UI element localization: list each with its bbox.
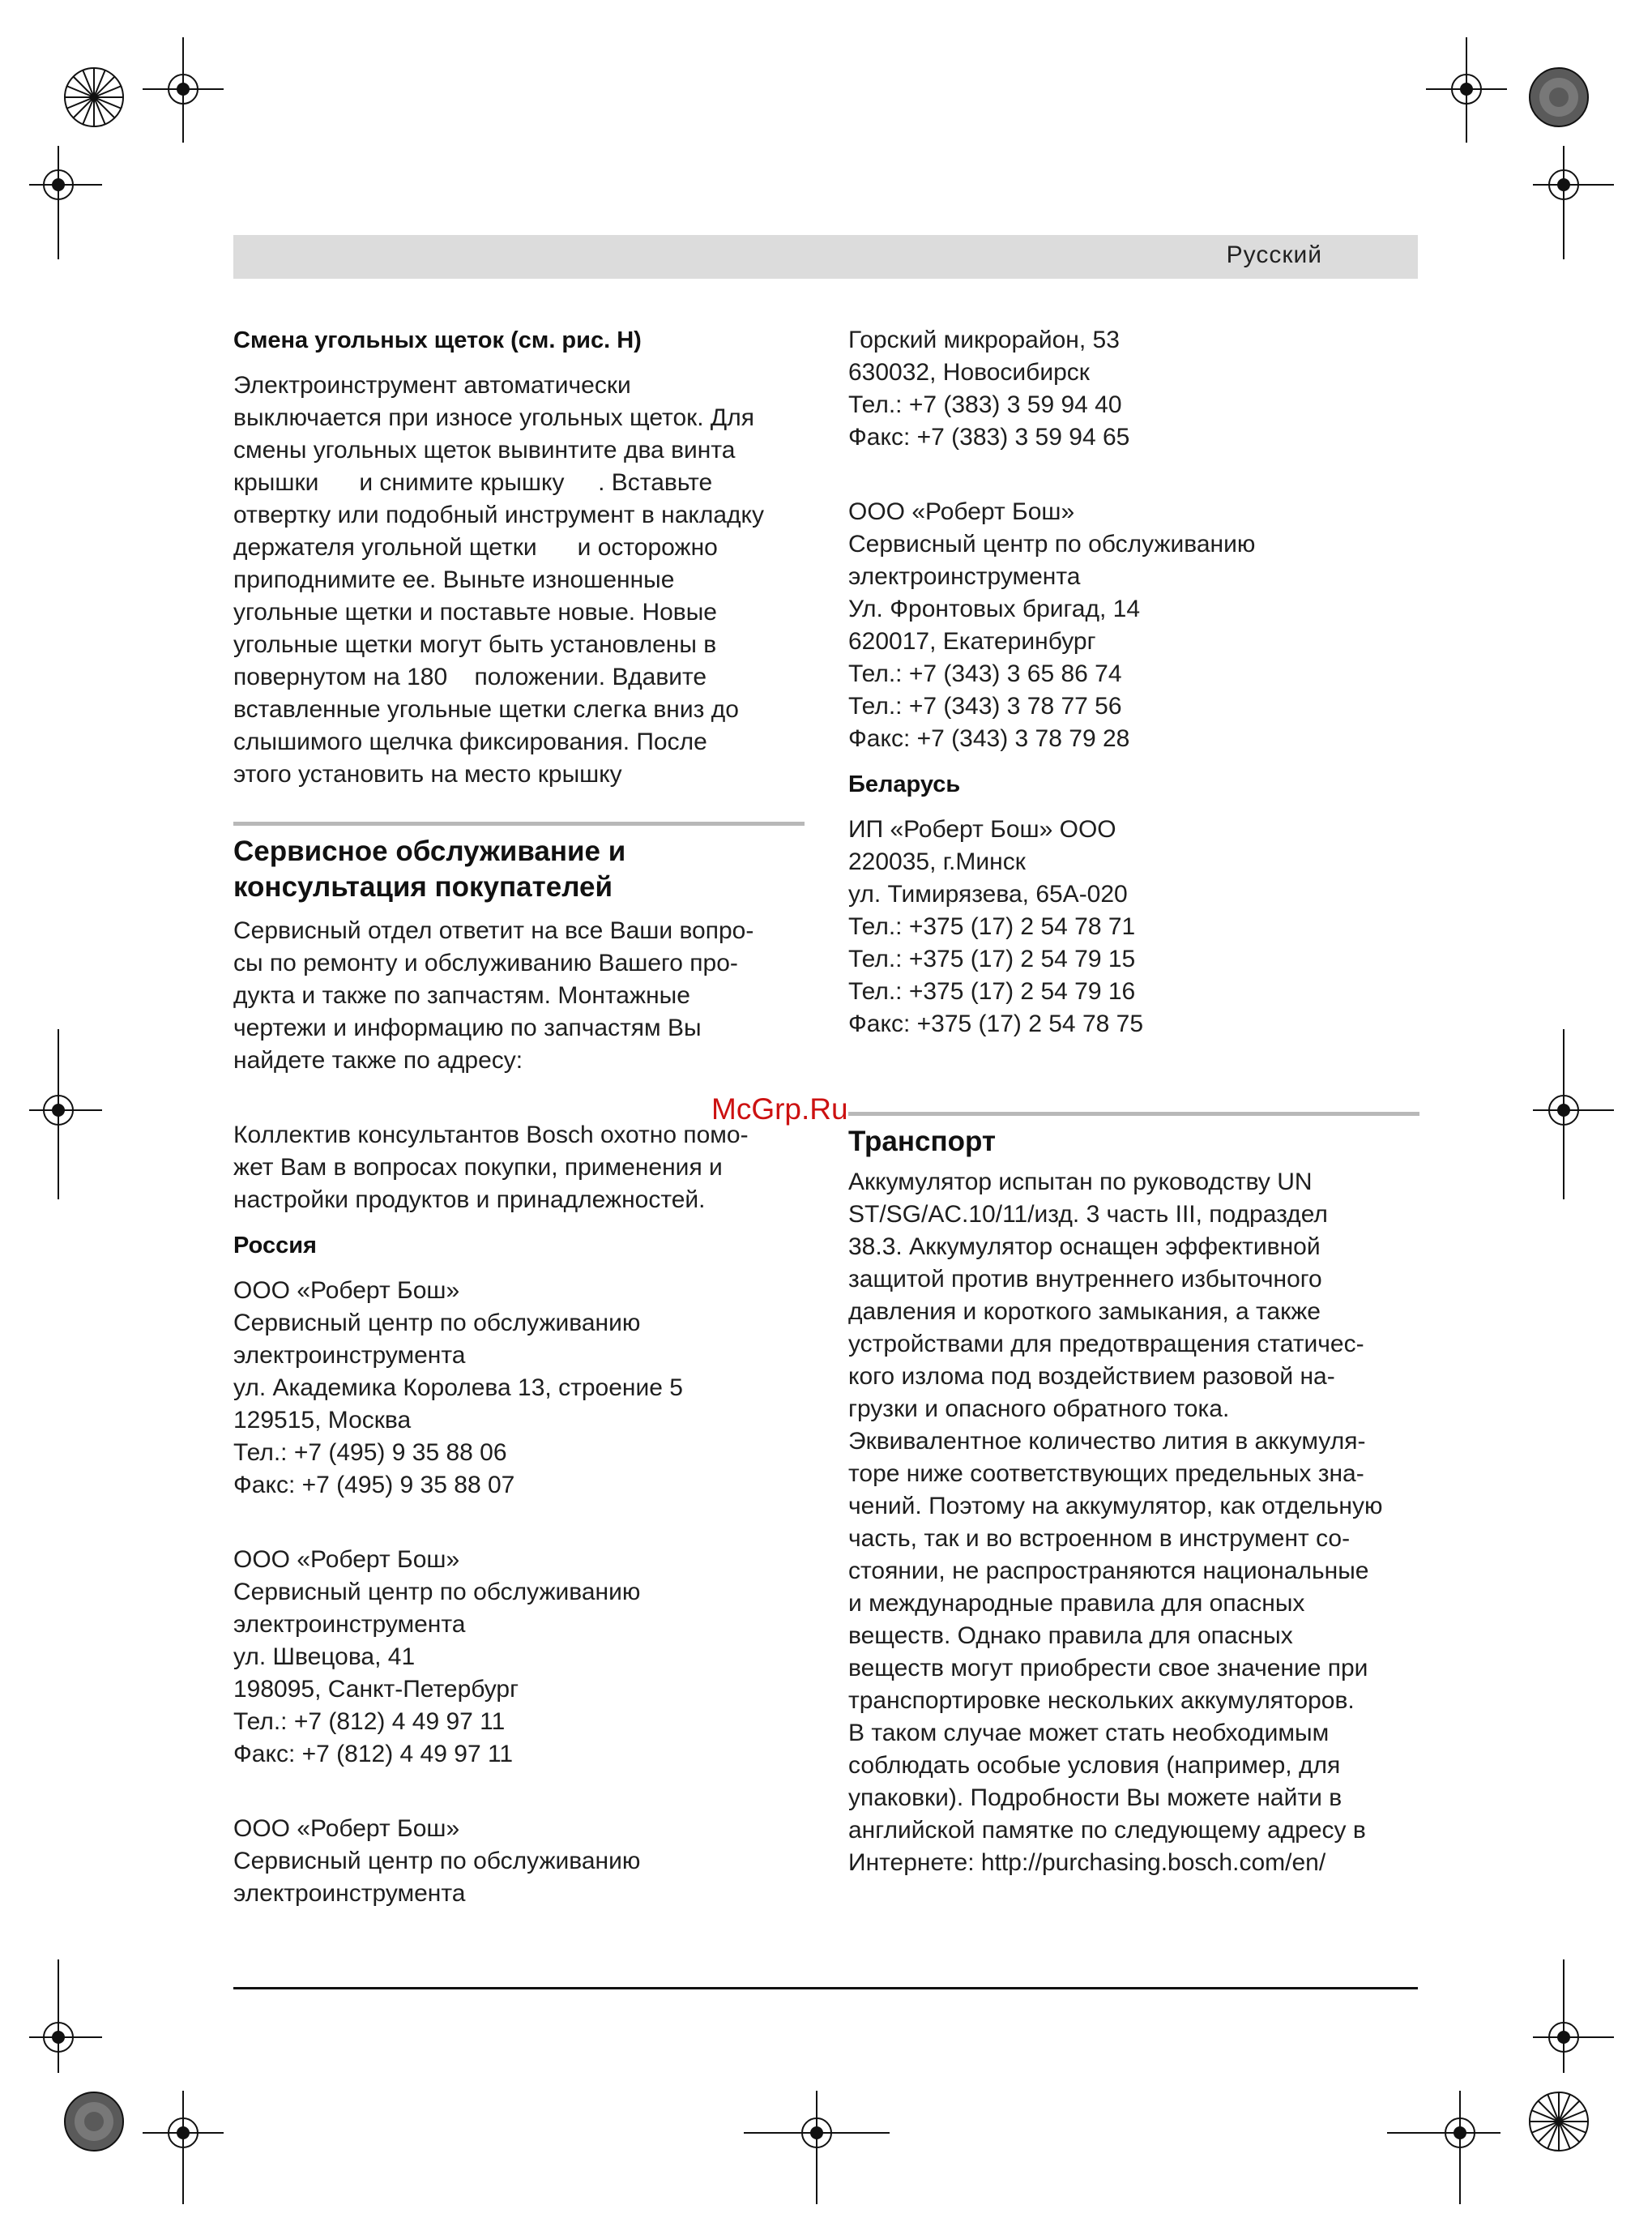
- text-line: транспортировке нескольких аккумуляторов.: [848, 1687, 1355, 1714]
- text-line: грузки и опасного обратного тока.: [848, 1395, 1230, 1422]
- text-line: Факс: +7 (343) 3 78 79 28: [848, 725, 1130, 752]
- sunburst-mark-top-left: [63, 66, 125, 128]
- registration-mark-bottom-right: [1387, 2091, 1500, 2204]
- text-line: Интернете: http://purchasing.bosch.com/en/: [848, 1849, 1326, 1876]
- watermark: McGrp.Ru: [711, 1092, 848, 1126]
- transport-text: [848, 1166, 1419, 1879]
- belarus-heading: Беларусь: [848, 771, 961, 797]
- text-line: приподнимите ее. Выньте изношенные: [233, 566, 675, 593]
- color-disc-top-right: [1528, 66, 1590, 128]
- text-line: Аккумулятор испытан по руководству UN: [848, 1169, 1313, 1195]
- text-line: веществ. Однако правила для опасных: [848, 1622, 1293, 1649]
- text-line: Тел.: +375 (17) 2 54 79 16: [848, 978, 1136, 1005]
- text-line: угольные щетки могут быть установлены в: [233, 631, 717, 658]
- text-line: угольные щетки и поставьте новые. Новые: [233, 599, 717, 626]
- registration-mark-bottom-center: [744, 2091, 890, 2204]
- text-line: 630032, Новосибирск: [848, 359, 1090, 386]
- text-line: этого установить на место крышку: [233, 761, 622, 788]
- text-line: вставленные угольные щетки слегка вниз до: [233, 696, 739, 723]
- text-line: Коллектив консультантов Bosch охотно помо-: [233, 1122, 749, 1148]
- text-line: В таком случае может стать необходимым: [848, 1720, 1330, 1746]
- text-line: торе ниже соответствующих предельных зна-: [848, 1460, 1364, 1487]
- brush-text: [233, 370, 805, 791]
- text-line: настройки продуктов и принадлежностей.: [233, 1186, 706, 1213]
- address-novosibirsk-start: [233, 1813, 805, 1910]
- address-saint-petersburg: [233, 1544, 805, 1771]
- text-line: 220035, г.Минск: [848, 848, 1026, 875]
- text-line: давления и короткого замыкания, а также: [848, 1298, 1321, 1325]
- text-line: английской памятке по следующему адресу в: [848, 1817, 1366, 1844]
- address-moscow: [233, 1275, 805, 1502]
- color-disc-bottom-left: [63, 2091, 125, 2152]
- text-line: ул. Тимирязева, 65А-020: [848, 881, 1128, 908]
- text-line: Факс: +7 (495) 9 35 88 07: [233, 1472, 515, 1498]
- text-line: электроинструмента: [848, 563, 1081, 590]
- text-line: слышимого щелчка фиксирования. После: [233, 729, 707, 755]
- text-line: защитой против внутреннего избыточного: [848, 1266, 1322, 1293]
- text-line: Тел.: +375 (17) 2 54 78 71: [848, 913, 1136, 940]
- sunburst-mark-bottom-right: [1528, 2091, 1590, 2152]
- text-line: электроинструмента: [233, 1342, 466, 1369]
- consult-text: [233, 1119, 805, 1216]
- text-line: найдете также по адресу:: [233, 1047, 523, 1074]
- text-line: 129515, Москва: [233, 1407, 412, 1434]
- text-line: Сервисный центр по обслуживанию: [233, 1579, 641, 1605]
- text-line: Тел.: +7 (495) 9 35 88 06: [233, 1439, 507, 1466]
- registration-mark-left-lower: [29, 1959, 102, 2073]
- text-line: Тел.: +7 (383) 3 59 94 40: [848, 391, 1122, 418]
- text-line: упаковки). Подробности Вы можете найти в: [848, 1784, 1343, 1811]
- registration-mark-top-left: [143, 37, 224, 151]
- text-line: чертежи и информацию по запчастям Вы: [233, 1015, 702, 1041]
- text-line: Тел.: +7 (343) 3 65 86 74: [848, 660, 1122, 687]
- text-line: смены угольных щеток вывинтите два винта: [233, 437, 736, 464]
- footer-rule: [233, 1987, 1418, 1989]
- text-line: ул. Швецова, 41: [233, 1643, 416, 1670]
- registration-mark-top-right: [1426, 37, 1507, 151]
- service-title-line-1: Сервисное обслуживание и: [233, 835, 626, 867]
- russia-heading: Россия: [233, 1233, 317, 1258]
- text-line: Эквивалентное количество лития в аккумуля-: [848, 1428, 1366, 1455]
- text-line: Тел.: +7 (343) 3 78 77 56: [848, 693, 1122, 720]
- text-line: и международные правила для опасных: [848, 1590, 1305, 1617]
- brush-heading: Смена угольных щеток (см. рис. H): [233, 327, 642, 353]
- registration-mark-left-middle: [29, 1029, 102, 1199]
- registration-mark-bottom-left: [143, 2091, 224, 2204]
- service-title-line-2: консультация покупателей: [233, 871, 613, 903]
- text-line: держателя угольной щетки и осторожно: [233, 534, 718, 561]
- text-line: Факс: +375 (17) 2 54 78 75: [848, 1011, 1144, 1037]
- text-line: повернутом на 180 положении. Вдавите: [233, 664, 707, 690]
- address-ekaterinburg: [848, 496, 1419, 755]
- page-header-bar: [233, 235, 1418, 279]
- text-line: Факс: +7 (812) 4 49 97 11: [233, 1741, 514, 1767]
- text-line: 198095, Санкт-Петербург: [233, 1676, 519, 1703]
- text-line: электроинструмента: [233, 1611, 466, 1638]
- text-line: ул. Академика Королева 13, строение 5: [233, 1374, 683, 1401]
- service-text: [233, 915, 805, 1077]
- text-line: часть, так и во встроенном в инструмент со-: [848, 1525, 1351, 1552]
- registration-mark-right-lower: [1533, 1959, 1614, 2073]
- text-line: выключается при износе угольных щеток. Для: [233, 404, 754, 431]
- text-line: ООО «Роберт Бош»: [233, 1546, 460, 1573]
- text-line: Тел.: +7 (812) 4 49 97 11: [233, 1708, 506, 1735]
- text-line: ИП «Роберт Бош» ООО: [848, 816, 1116, 843]
- text-line: дукта и также по запчастям. Монтажные: [233, 982, 690, 1009]
- text-line: Сервисный центр по обслуживанию: [233, 1848, 641, 1874]
- text-line: жет Вам в вопросах покупки, применения и: [233, 1154, 723, 1181]
- text-line: кого излома под воздействием разовой на-: [848, 1363, 1335, 1390]
- address-novosibirsk-end: [848, 324, 1419, 454]
- text-line: Сервисный центр по обслуживанию: [848, 531, 1256, 558]
- text-line: Факс: +7 (383) 3 59 94 65: [848, 424, 1130, 451]
- text-line: Сервисный центр по обслуживанию: [233, 1310, 641, 1336]
- text-line: чений. Поэтому на аккумулятор, как отдельную: [848, 1493, 1383, 1519]
- text-line: Ул. Фронтовых бригад, 14: [848, 596, 1141, 622]
- text-line: соблюдать особые условия (например, для: [848, 1752, 1341, 1779]
- transport-title: Транспорт: [848, 1126, 997, 1157]
- language-label: Русский: [1226, 241, 1322, 268]
- text-line: устройствами для предотвращения статичес-: [848, 1331, 1364, 1357]
- right-column: [848, 324, 1419, 1879]
- text-line: Тел.: +375 (17) 2 54 79 15: [848, 946, 1136, 972]
- text-line: электроинструмента: [233, 1880, 466, 1907]
- text-line: ООО «Роберт Бош»: [848, 498, 1075, 525]
- text-line: 38.3. Аккумулятор оснащен эффективной: [848, 1233, 1321, 1260]
- text-line: ООО «Роберт Бош»: [233, 1277, 460, 1304]
- text-line: веществ могут приобрести свое значение при: [848, 1655, 1368, 1681]
- text-line: стоянии, не распространяются национальные: [848, 1558, 1369, 1584]
- text-line: крышки и снимите крышку . Вставьте: [233, 469, 713, 496]
- registration-mark-right-middle: [1533, 1029, 1614, 1199]
- text-line: Горский микрорайон, 53: [848, 327, 1120, 353]
- registration-mark-left-upper: [29, 146, 102, 259]
- registration-mark-right-upper: [1533, 146, 1614, 259]
- text-line: ST/SG/AC.10/11/изд. 3 часть III, подраздел: [848, 1201, 1328, 1228]
- text-line: ООО «Роберт Бош»: [233, 1815, 460, 1842]
- text-line: Электроинструмент автоматически: [233, 372, 631, 399]
- address-minsk: [848, 814, 1419, 1040]
- text-line: Сервисный отдел ответит на все Ваши вопро-: [233, 917, 754, 944]
- text-line: 620017, Екатеринбург: [848, 628, 1096, 655]
- text-line: отвертку или подобный инструмент в накладку: [233, 502, 765, 528]
- text-line: сы по ремонту и обслуживанию Вашего про-: [233, 950, 738, 976]
